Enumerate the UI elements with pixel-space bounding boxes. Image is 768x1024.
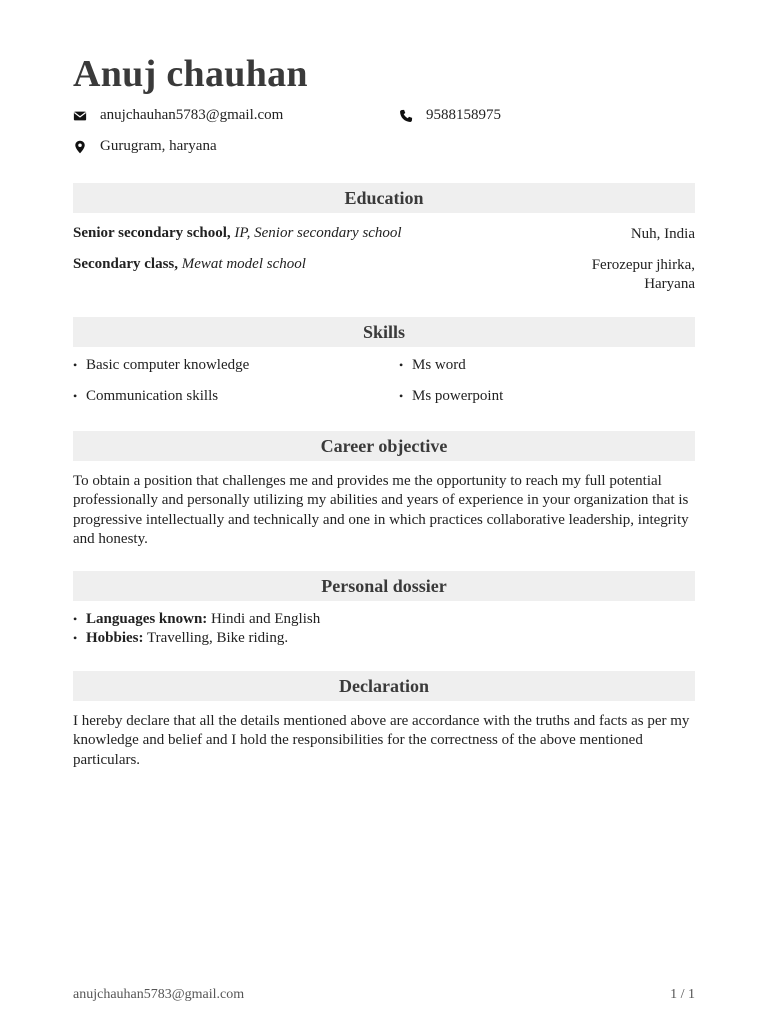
email-text: anujchauhan5783@gmail.com: [100, 107, 284, 123]
dossier-value: Travelling, Bike riding.: [143, 630, 289, 646]
bullet-icon: •: [399, 358, 404, 372]
bullet-icon: •: [73, 631, 78, 645]
career-objective-text: To obtain a position that challenges me and provides me the opportunity to reach my full potential professionally and personally utilizing my abilities and years of experience in your organization that is progressive intellectually and technically and one in which practices collaborative leadership, integrity and honesty.: [73, 473, 689, 548]
skill-item: [73, 388, 218, 405]
dossier-item: [73, 611, 320, 628]
education-heading: Education: [73, 183, 695, 213]
contact-phone: [399, 107, 501, 124]
skill-label: Ms powerpoint: [412, 388, 504, 404]
bullet-icon: •: [399, 389, 404, 403]
skill-label: Communication skills: [86, 388, 219, 404]
education-degree: Senior secondary school,: [73, 225, 231, 241]
bullet-icon: •: [73, 389, 78, 403]
education-degree: Secondary class,: [73, 256, 178, 272]
candidate-name: Anuj chauhan: [73, 53, 308, 95]
phone-icon: [399, 109, 413, 123]
skills-heading: Skills: [73, 317, 695, 347]
footer-email: anujchauhan5783@gmail.com: [73, 987, 245, 1002]
skill-label: Ms word: [412, 357, 466, 373]
phone-text: 9588158975: [426, 107, 501, 123]
education-place-line: Ferozepur jhirka,: [591, 257, 695, 273]
education-place: [592, 256, 695, 294]
bullet-icon: •: [73, 612, 78, 626]
dossier-value: Hindi and English: [207, 611, 321, 627]
skill-item: [399, 357, 466, 374]
contact-email: [73, 107, 283, 124]
education-detail: IP, Senior secondary school: [230, 225, 402, 241]
envelope-icon: [73, 109, 87, 123]
education-place-line: Haryana: [644, 276, 695, 292]
career-objective-heading: Career objective: [73, 431, 695, 461]
education-detail: Mewat model school: [178, 256, 306, 272]
education-place: Nuh, India: [630, 226, 695, 242]
bullet-icon: •: [73, 358, 78, 372]
personal-dossier-heading: Personal dossier: [73, 571, 695, 601]
dossier-item: [73, 630, 288, 647]
contact-location: [73, 138, 217, 155]
dossier-label: Languages known:: [86, 611, 208, 627]
page-number: 1 / 1: [670, 987, 695, 1002]
declaration-text: I hereby declare that all the details mentioned above are accordance with the truths and facts as per my knowledge and belief and I hold the responsibilities for the correctness of the above mentioned particulars.: [73, 713, 690, 768]
location-pin-icon: [73, 140, 87, 154]
skill-item: [73, 357, 249, 374]
location-text: Gurugram, haryana: [100, 138, 217, 154]
skill-item: [399, 388, 503, 405]
declaration-heading: Declaration: [73, 671, 695, 701]
skill-label: Basic computer knowledge: [86, 357, 250, 373]
dossier-label: Hobbies:: [86, 630, 144, 646]
